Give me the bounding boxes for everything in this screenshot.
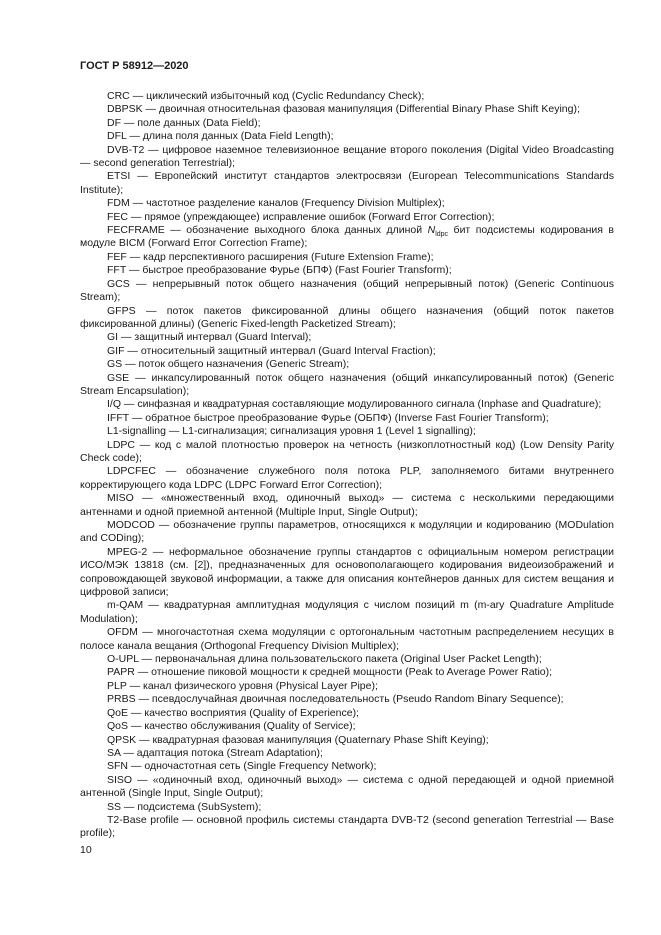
abbreviation-entry: L1-signalling — L1-сигнализация; сигнализация уровня 1 (Level 1 signalling); (107, 425, 476, 438)
abbreviation-entry: MODCOD — обозначение группы параметров, относящихся к модуляции и кодированию (MODulation and CODing); (80, 519, 614, 545)
abbreviation-entry: IFFT — обратное быстрое преобразование Фурье (ОБПФ) (Inverse Fast Fourier Transform); (107, 411, 549, 424)
abbreviation-entry: m-QAM — квадратурная амплитудная модуляция с числом позиций m (m-ary Quadrature Amplitude Modulation); (80, 599, 614, 625)
abbreviation-entry: DVB-T2 — цифровое наземное телевизионное вещание второго поколения (Digital Video Broadcasting — second generation Terrestrial); (80, 143, 614, 170)
abbreviation-entry (80, 224, 614, 251)
abbreviation-entry: QoE — качество восприятия (Quality of Experience); (107, 706, 359, 719)
abbreviation-entry: FFT — быстрое преобразование Фурье (БПФ) (Fast Fourier Transform); (107, 264, 452, 277)
math-variable: N (427, 224, 436, 237)
page-header: ГОСТ Р 58912—2020 (80, 60, 189, 72)
abbreviation-entry: SISO — «одиночный вход, одиночный выход» — система с одной передающей и одной приемной антенной (Single Input, Single Output); (80, 773, 614, 800)
abbreviation-entry: PLP — канал физического уровня (Physical Layer Pipe); (107, 679, 378, 692)
abbreviation-entry: DBPSK — двоичная относительная фазовая манипуляция (Differential Binary Phase Shift Keying); (107, 103, 580, 116)
abbreviation-entry: QPSK — квадратурная фазовая манипуляция (Quaternary Phase Shift Keying); (107, 733, 489, 746)
abbreviation-entry: SFN — одночастотная сеть (Single Frequency Network); (107, 760, 377, 773)
abbreviation-entry: DF — поле данных (Data Field); (107, 116, 261, 129)
abbreviation-entry: GFPS — поток пакетов фиксированной длины общего назначения (общий поток пакетов фиксированной длины) (Generic Fixed-length Packetized Stream); (80, 304, 614, 330)
abbreviation-entry: T2-Base profile — основной профиль системы стандарта DVB-T2 (second generation Terrestrial — Base profile); (80, 813, 614, 840)
abbreviation-entry: GS — поток общего назначения (Generic Stream); (107, 358, 350, 371)
abbreviation-list (80, 90, 614, 841)
math-subscript: ldpc (435, 231, 449, 239)
entry-text-before: FECFRAME — обозначение выходного блока данных длиной (107, 224, 428, 237)
abbreviation-entry: PRBS — псевдослучайная двоичная последовательность (Pseudo Random Binary Sequence); (107, 693, 564, 706)
abbreviation-entry: I/Q — синфазная и квадратурная составляющие модулированного сигнала (Inphase and Quadrature); (107, 398, 602, 411)
abbreviation-entry: QoS — качество обслуживания (Quality of Service); (107, 720, 356, 733)
abbreviation-entry: FEC — прямое (упреждающее) исправление ошибок (Forward Error Correction); (107, 210, 495, 223)
abbreviation-entry: DFL — длина поля данных (Data Field Length); (107, 130, 334, 143)
page-number: 10 (80, 844, 92, 856)
abbreviation-entry: SS — подсистема (SubSystem); (107, 800, 262, 813)
abbreviation-entry: O-UPL — первоначальная длина пользовательского пакета (Original User Packet Length); (107, 653, 542, 666)
abbreviation-entry: SA — адаптация потока (Stream Adaptation); (107, 746, 323, 759)
abbreviation-entry: PAPR — отношение пиковой мощности к средней мощности (Peak to Average Power Ratio); (107, 666, 553, 679)
entry-text-after: бит подсистемы кодирования в модуле BICM (Forward Error Correction Frame); (80, 224, 615, 250)
abbreviation-entry: GSE — инкапсулированный поток общего назначения (общий инкапсулированный поток) (Generic Stream Encapsulation); (80, 371, 614, 397)
abbreviation-entry: FDM — частотное разделение каналов (Frequency Division Multiplex); (107, 197, 445, 210)
abbreviation-entry: GCS — непрерывный поток общего назначения (общий непрерывный поток) (Generic Continuous Stream); (80, 277, 614, 304)
abbreviation-entry: FEF — кадр перспективного расширения (Future Extension Frame); (107, 250, 434, 263)
abbreviation-entry: MISO — «множественный вход, одиночный выход» — система с несколькими передающими антеннами и одной приемной антенной (Multiple Input, Single Output); (80, 492, 614, 518)
abbreviation-entry: CRC — циклический избыточный код (Cyclic Redundancy Check); (107, 90, 425, 102)
abbreviation-entry: GI — защитный интервал (Guard Interval); (107, 331, 312, 344)
abbreviation-entry: LDPCFEC — обозначение служебного поля потока PLP, заполняемого битами внутреннего корректирующего кода LDPC (LDPC Forward Error Correction); (80, 465, 614, 491)
abbreviation-entry: LDPC — код с малой плотностью проверок на четность (низкоплотностный код) (Low Density Parity Check code); (80, 438, 614, 464)
abbreviation-entry: ETSI — Европейский институт стандартов электросвязи (European Telecommunications Standards Institute); (80, 170, 614, 196)
abbreviation-entry: MPEG-2 — неформальное обозначение группы стандартов с официальным номером регистрации ИСО/МЭК 13818 (см. [2]), предназначенных для основополагающего кодирования видеоизображений и сопровождающей звуковой информации, а также для описания контейнеров данных для систем вещания и цифровой записи; (80, 545, 614, 599)
abbreviation-entry: GIF — относительный защитный интервал (Guard Interval Fraction); (107, 344, 436, 357)
abbreviation-entry: OFDM — многочастотная схема модуляции с ортогональным частотным распределением несущих в полосе канала вещания (Orthogonal Frequency Division Multiplex); (80, 626, 614, 652)
